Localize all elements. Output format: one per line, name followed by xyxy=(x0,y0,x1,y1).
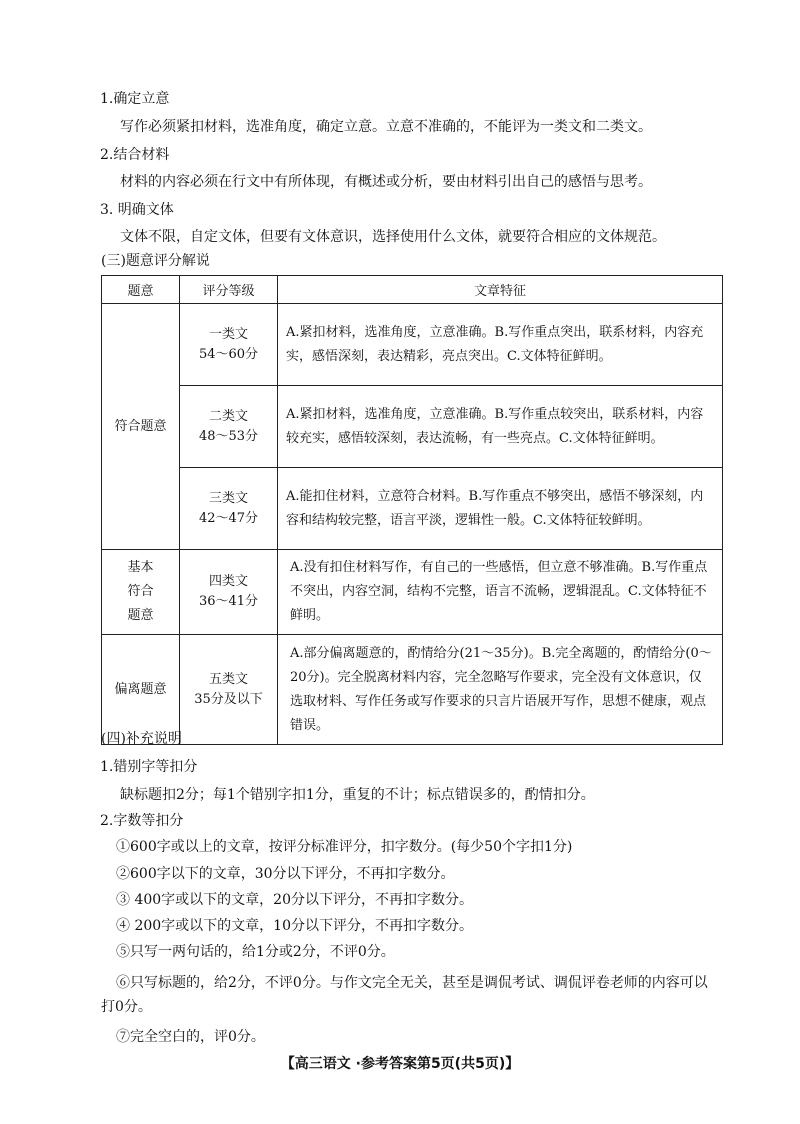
section-heading-2: 2.结合材料 xyxy=(100,147,170,163)
scoring-rubric-table xyxy=(101,275,723,745)
feature-cell: A.部分偏离题意的，酌情给分(21～35分)。B.完全离题的，酌情给分(0～20分)。完全脱离材料内容，完全忽略写作要求，完全没有文体意识，仅选取材料、写作任务或写作要求的只言片语展开写作，思想不健康，观点错误。 xyxy=(278,635,723,745)
list-item: ③ 400字或以下的文章，20分以下评分，不再扣字数分。 xyxy=(116,892,473,908)
list-item: ⑥只写标题的，给2分，不评0分。与作文完全无关，甚至是调侃考试、调侃评卷老师的内容可以打0分。 xyxy=(101,975,708,1015)
level-name: 二类文 xyxy=(208,408,248,424)
list-item: ①600字或以上的文章，按评分标准评分，扣字数分。(每少50个字扣1分) xyxy=(116,839,573,855)
header-theme: 题意 xyxy=(102,276,180,304)
list-item: ④ 200字或以下的文章，10分以下评分，不再扣字数分。 xyxy=(116,918,473,934)
supplement-text-1: 缺标题扣2分；每1个错别字扣1分，重复的不计；标点错误多的，酌情扣分。 xyxy=(120,787,595,803)
level-range: 54～60分 xyxy=(198,346,259,362)
table-row xyxy=(102,635,723,745)
group-basic-conform xyxy=(102,550,180,635)
level-range: 42～47分 xyxy=(198,510,259,526)
level-name: 三类文 xyxy=(208,490,248,506)
section-text-3: 文体不限，自定文体，但要有文体意识，选择使用什么文体，就要符合相应的文体规范。 xyxy=(120,229,666,245)
table-row xyxy=(102,550,723,635)
level-cell xyxy=(180,386,278,468)
table-row xyxy=(102,304,723,386)
table-header-row xyxy=(102,276,723,304)
section-heading-3: 3. 明确文体 xyxy=(100,202,174,218)
level-name: 四类文 xyxy=(208,574,248,589)
feature-cell: A.没有扣住材料写作，有自己的一些感悟，但立意不够准确。B.写作重点不突出，内容空洞，结构不完整，语言不流畅，逻辑混乱。C.文体特征不鲜明。 xyxy=(278,550,723,635)
header-features: 文章特征 xyxy=(278,276,723,304)
feature-cell: A.能扣住材料，立意符合材料。B.写作重点不够突出，感悟不够深刻，内容和结构较完整，语言平淡，逻辑性一般。C.文体特征较鲜明。 xyxy=(278,468,723,550)
supplement-heading: (四)补充说明 xyxy=(101,731,182,747)
table-row xyxy=(102,386,723,468)
supplement-sub-1: 1.错别字等扣分 xyxy=(100,759,198,775)
group-line: 符合 xyxy=(127,584,154,599)
table-section-heading: (三)题意评分解说 xyxy=(101,253,210,269)
level-cell xyxy=(180,550,278,635)
feature-cell: A.紧扣材料，选准角度，立意准确。B.写作重点较突出，联系材料，内容较充实，感悟较深刻，表达流畅，有一些亮点。C.文体特征鲜明。 xyxy=(278,386,723,468)
table-row xyxy=(102,468,723,550)
level-name: 五类文 xyxy=(208,671,248,687)
feature-cell: A.紧扣材料，选准角度，立意准确。B.写作重点突出，联系材料，内容充实，感悟深刻，表达精彩，亮点突出。C.文体特征鲜明。 xyxy=(278,304,723,386)
section-text-2: 材料的内容必须在行文中有所体现，有概述或分析，要由材料引出自己的感悟与思考。 xyxy=(120,174,652,190)
list-item: ⑦完全空白的，评0分。 xyxy=(116,1029,265,1045)
level-range: 36～41分 xyxy=(198,594,259,609)
level-cell xyxy=(180,468,278,550)
supplement-sub-2: 2.字数等扣分 xyxy=(100,813,184,829)
level-range: 35分及以下 xyxy=(194,691,263,707)
level-cell xyxy=(180,635,278,745)
header-level: 评分等级 xyxy=(180,276,278,304)
level-cell xyxy=(180,304,278,386)
section-heading-1: 1.确定立意 xyxy=(100,91,170,107)
group-line: 基本 xyxy=(127,560,154,575)
list-item: ⑤只写一两句话的，给1分或2分，不评0分。 xyxy=(116,944,395,960)
group-conform: 符合题意 xyxy=(102,304,180,550)
level-name: 一类文 xyxy=(208,326,248,342)
level-range: 48～53分 xyxy=(198,428,259,444)
section-text-1: 写作必须紧扣材料，选准角度，确定立意。立意不准确的，不能评为一类文和二类文。 xyxy=(120,119,652,135)
page-footer: 【高三语文 ·参考答案第5页(共5页)】 xyxy=(280,1056,520,1072)
list-item: ②600字以下的文章，30分以下评分，不再扣字数分。 xyxy=(116,866,455,882)
group-line: 题意 xyxy=(127,608,154,623)
group-deviate: 偏离题意 xyxy=(102,635,180,745)
